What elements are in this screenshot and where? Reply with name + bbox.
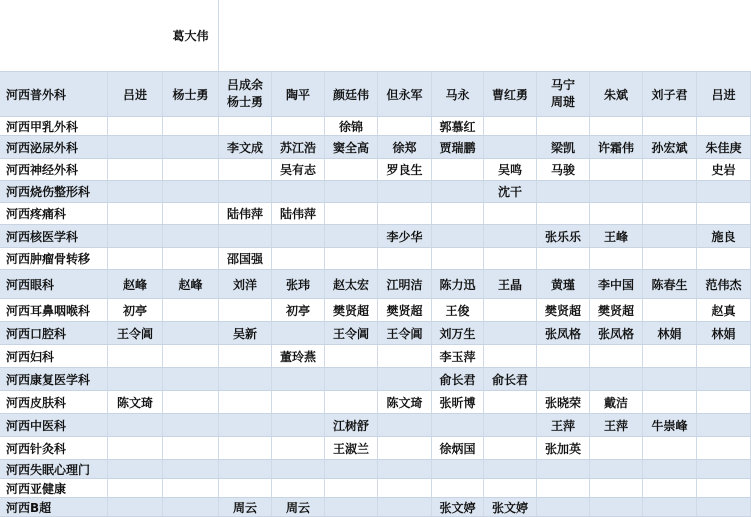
schedule-cell: 王晶 <box>484 270 537 298</box>
schedule-cell <box>484 203 537 224</box>
schedule-cell <box>325 159 378 180</box>
schedule-cell <box>537 345 590 367</box>
table-row <box>0 345 751 368</box>
schedule-cell: 葛大伟 <box>163 0 219 71</box>
schedule-cell: 刘万生 <box>432 322 484 344</box>
schedule-cell <box>219 72 272 116</box>
schedule-cell: 周云 <box>272 498 325 516</box>
schedule-cell <box>108 159 163 180</box>
department-name: 河西烧伤整形科 <box>0 181 108 202</box>
schedule-cell <box>108 414 163 436</box>
schedule-cell <box>697 414 751 436</box>
schedule-cell <box>219 181 272 202</box>
schedule-cell <box>484 136 537 158</box>
schedule-cell: 颜廷伟 <box>325 72 378 116</box>
schedule-cell <box>537 72 590 116</box>
schedule-cell: 窦全高 <box>325 136 378 158</box>
schedule-cell: 刘洋 <box>219 270 272 298</box>
schedule-cell <box>219 391 272 413</box>
schedule-cell <box>163 136 219 158</box>
schedule-cell: 林娟 <box>697 322 751 344</box>
schedule-cell <box>590 181 643 202</box>
schedule-cell: 陈文琦 <box>108 391 163 413</box>
schedule-cell <box>643 437 697 459</box>
schedule-cell <box>643 203 697 224</box>
schedule-cell: 吴鸣 <box>484 159 537 180</box>
table-row <box>0 117 751 136</box>
schedule-cell: 王萍 <box>537 414 590 436</box>
schedule-cell: 王令阊 <box>378 322 432 344</box>
schedule-cell: 吴新 <box>219 322 272 344</box>
schedule-cell <box>272 322 325 344</box>
table-row <box>0 225 751 248</box>
schedule-cell: 张文婷 <box>484 498 537 516</box>
schedule-cell <box>108 181 163 202</box>
schedule-cell: 吕进 <box>697 72 751 116</box>
schedule-cell: 王淑兰 <box>325 437 378 459</box>
schedule-cell: 李少华 <box>378 225 432 247</box>
schedule-cell <box>272 391 325 413</box>
schedule-cell <box>432 460 484 478</box>
schedule-cell: 张玮 <box>272 270 325 298</box>
schedule-cell: 张昕博 <box>432 391 484 413</box>
schedule-cell: 黄瑾 <box>537 270 590 298</box>
schedule-cell <box>484 322 537 344</box>
schedule-cell <box>643 391 697 413</box>
schedule-cell: 陈春生 <box>643 270 697 298</box>
schedule-cell: 但永军 <box>378 72 432 116</box>
department-name: 河西针灸科 <box>0 437 108 459</box>
table-row <box>0 391 751 414</box>
schedule-cell: 马永 <box>432 72 484 116</box>
department-name: 河西妇科 <box>0 345 108 367</box>
schedule-cell <box>484 479 537 497</box>
schedule-cell: 初亭 <box>108 299 163 321</box>
schedule-cell <box>697 248 751 269</box>
schedule-cell <box>697 479 751 497</box>
schedule-cell: 李中国 <box>590 270 643 298</box>
schedule-cell <box>272 479 325 497</box>
schedule-cell <box>378 117 432 135</box>
department-name: 河西肿瘤骨转移 <box>0 248 108 269</box>
schedule-cell: 张凤格 <box>537 322 590 344</box>
schedule-cell <box>325 460 378 478</box>
schedule-cell <box>108 368 163 390</box>
schedule-cell <box>163 345 219 367</box>
schedule-cell <box>432 479 484 497</box>
schedule-cell: 陈文琦 <box>378 391 432 413</box>
schedule-cell <box>432 159 484 180</box>
schedule-cell: 施良 <box>697 225 751 247</box>
table-row <box>0 181 751 203</box>
schedule-cell: 张文婷 <box>432 498 484 516</box>
schedule-cell <box>484 414 537 436</box>
schedule-cell <box>163 414 219 436</box>
schedule-cell: 俞长君 <box>432 368 484 390</box>
schedule-cell <box>432 225 484 247</box>
schedule-cell <box>590 248 643 269</box>
schedule-cell: 赵峰 <box>108 270 163 298</box>
schedule-cell <box>163 225 219 247</box>
schedule-cell <box>108 460 163 478</box>
schedule-cell <box>537 368 590 390</box>
department-name: 河西甲乳外科 <box>0 117 108 135</box>
schedule-cell <box>643 460 697 478</box>
schedule-cell <box>219 159 272 180</box>
table-row <box>0 136 751 159</box>
schedule-cell <box>378 498 432 516</box>
schedule-cell <box>163 181 219 202</box>
table-row <box>0 299 751 322</box>
schedule-cell: 陈力迅 <box>432 270 484 298</box>
schedule-cell <box>432 203 484 224</box>
schedule-cell <box>590 203 643 224</box>
department-name: 河西疼痛科 <box>0 203 108 224</box>
schedule-cell: 徐郑 <box>378 136 432 158</box>
schedule-cell <box>590 117 643 135</box>
schedule-cell <box>590 368 643 390</box>
schedule-cell: 徐锦 <box>325 117 378 135</box>
schedule-cell <box>378 460 432 478</box>
schedule-cell: 赵太宏 <box>325 270 378 298</box>
department-name: 河西亚健康 <box>0 479 108 497</box>
schedule-cell: 罗良生 <box>378 159 432 180</box>
schedule-cell <box>590 437 643 459</box>
department-name: 河西口腔科 <box>0 322 108 344</box>
schedule-cell <box>272 248 325 269</box>
schedule-cell: 吴有志 <box>272 159 325 180</box>
department-name: 河西核医学科 <box>0 225 108 247</box>
schedule-cell <box>484 345 537 367</box>
department-name: 河西眼科 <box>0 270 108 298</box>
schedule-cell <box>590 479 643 497</box>
schedule-cell <box>272 414 325 436</box>
schedule-cell: 吕进 <box>108 72 163 116</box>
schedule-cell <box>108 117 163 135</box>
schedule-cell: 许霜伟 <box>590 136 643 158</box>
doctor-name: 周琎 <box>550 95 575 109</box>
schedule-cell <box>697 368 751 390</box>
table-row <box>0 72 751 117</box>
schedule-cell <box>697 498 751 516</box>
merged-cell <box>0 0 751 72</box>
schedule-cell <box>163 159 219 180</box>
schedule-cell: 孙宏斌 <box>643 136 697 158</box>
department-name: 河西失眠心理门 <box>0 460 108 478</box>
doctor-name: 吕成余 <box>226 78 263 92</box>
schedule-cell <box>272 117 325 135</box>
schedule-cell <box>537 498 590 516</box>
schedule-cell <box>325 368 378 390</box>
schedule-cell <box>272 181 325 202</box>
schedule-cell: 曹红勇 <box>484 72 537 116</box>
schedule-cell <box>537 479 590 497</box>
schedule-cell: 王萍 <box>590 414 643 436</box>
department-name: 河西中医科 <box>0 414 108 436</box>
schedule-cell: 沈干 <box>484 181 537 202</box>
schedule-cell <box>643 225 697 247</box>
schedule-cell <box>325 225 378 247</box>
schedule-cell: 张凤格 <box>590 322 643 344</box>
schedule-cell <box>643 117 697 135</box>
schedule-cell <box>590 159 643 180</box>
department-name: 河西泌尿外科 <box>0 136 108 158</box>
schedule-cell <box>108 498 163 516</box>
schedule-cell <box>108 225 163 247</box>
schedule-cell <box>697 203 751 224</box>
schedule-cell <box>325 479 378 497</box>
schedule-cell <box>163 479 219 497</box>
schedule-cell <box>325 391 378 413</box>
schedule-cell <box>272 460 325 478</box>
schedule-cell: 王令阊 <box>325 322 378 344</box>
schedule-cell <box>590 345 643 367</box>
schedule-cell <box>219 225 272 247</box>
schedule-cell <box>484 117 537 135</box>
schedule-cell: 赵真 <box>697 299 751 321</box>
schedule-cell <box>643 479 697 497</box>
schedule-cell <box>219 345 272 367</box>
schedule-cell: 徐炳国 <box>432 437 484 459</box>
schedule-cell <box>590 498 643 516</box>
schedule-cell <box>484 248 537 269</box>
schedule-cell: 张加英 <box>537 437 590 459</box>
table-row <box>0 322 751 345</box>
schedule-cell: 樊贤超 <box>537 299 590 321</box>
schedule-cell <box>219 368 272 390</box>
department-name: 河西B超 <box>0 498 108 516</box>
schedule-cell <box>697 181 751 202</box>
schedule-cell <box>163 368 219 390</box>
schedule-cell <box>484 299 537 321</box>
schedule-cell <box>697 437 751 459</box>
schedule-cell <box>163 248 219 269</box>
schedule-cell: 梁凯 <box>537 136 590 158</box>
schedule-cell <box>590 460 643 478</box>
schedule-cell: 樊贤超 <box>325 299 378 321</box>
schedule-cell <box>378 181 432 202</box>
table-row <box>0 460 751 479</box>
department-name: 河西康复医学科 <box>0 368 108 390</box>
schedule-cell <box>163 203 219 224</box>
schedule-cell <box>108 136 163 158</box>
department-name: 河西耳鼻咽喉科 <box>0 299 108 321</box>
schedule-cell <box>432 181 484 202</box>
table-row <box>0 159 751 181</box>
schedule-cell: 张晓荣 <box>537 391 590 413</box>
schedule-cell <box>378 203 432 224</box>
schedule-cell: 李玉萍 <box>432 345 484 367</box>
schedule-cell: 张乐乐 <box>537 225 590 247</box>
schedule-cell <box>643 248 697 269</box>
schedule-cell: 郭慕红 <box>432 117 484 135</box>
schedule-cell: 朱佳庚 <box>697 136 751 158</box>
schedule-cell <box>378 479 432 497</box>
table-row <box>0 479 751 498</box>
schedule-cell <box>432 248 484 269</box>
doctor-name: 杨士勇 <box>226 95 263 109</box>
schedule-cell <box>325 345 378 367</box>
schedule-cell <box>484 437 537 459</box>
schedule-cell <box>219 479 272 497</box>
schedule-cell <box>163 498 219 516</box>
schedule-cell: 周云 <box>219 498 272 516</box>
schedule-cell: 史岩 <box>697 159 751 180</box>
schedule-cell: 邵国强 <box>219 248 272 269</box>
schedule-cell: 戴洁 <box>590 391 643 413</box>
department-name: 河西神经外科 <box>0 159 108 180</box>
schedule-cell <box>432 414 484 436</box>
schedule-cell: 赵峰 <box>163 270 219 298</box>
schedule-cell <box>108 437 163 459</box>
schedule-cell <box>643 181 697 202</box>
schedule-cell: 苏江浩 <box>272 136 325 158</box>
schedule-cell <box>643 299 697 321</box>
table-row <box>0 498 751 517</box>
schedule-cell: 王俊 <box>432 299 484 321</box>
schedule-cell <box>325 498 378 516</box>
schedule-cell <box>537 460 590 478</box>
schedule-cell: 林娟 <box>643 322 697 344</box>
schedule-cell <box>537 203 590 224</box>
schedule-cell <box>697 345 751 367</box>
schedule-cell <box>163 299 219 321</box>
schedule-cell <box>697 117 751 135</box>
doctor-name: 马宁 <box>550 78 575 92</box>
schedule-cell: 朱斌 <box>590 72 643 116</box>
schedule-cell <box>108 203 163 224</box>
schedule-cell: 江树舒 <box>325 414 378 436</box>
schedule-cell <box>325 203 378 224</box>
schedule-cell <box>163 460 219 478</box>
schedule-cell <box>272 368 325 390</box>
schedule-cell: 江明洁 <box>378 270 432 298</box>
schedule-cell <box>643 345 697 367</box>
table-row <box>0 248 751 270</box>
schedule-cell <box>378 414 432 436</box>
schedule-cell: 樊贤超 <box>590 299 643 321</box>
schedule-cell: 贾瑞鹏 <box>432 136 484 158</box>
schedule-cell: 陆伟萍 <box>219 203 272 224</box>
schedule-cell: 李文成 <box>219 136 272 158</box>
schedule-cell <box>643 159 697 180</box>
schedule-cell <box>378 368 432 390</box>
schedule-cell <box>484 460 537 478</box>
schedule-cell: 陆伟萍 <box>272 203 325 224</box>
table-row <box>0 270 751 299</box>
schedule-cell <box>163 117 219 135</box>
schedule-cell: 初亭 <box>272 299 325 321</box>
schedule-cell <box>108 248 163 269</box>
schedule-cell <box>484 391 537 413</box>
schedule-cell <box>108 479 163 497</box>
schedule-cell <box>272 225 325 247</box>
schedule-cell <box>697 460 751 478</box>
schedule-cell: 范伟杰 <box>697 270 751 298</box>
schedule-cell <box>697 391 751 413</box>
schedule-cell <box>378 248 432 269</box>
table-row <box>0 437 751 460</box>
schedule-cell: 牛崇峰 <box>643 414 697 436</box>
schedule-cell <box>325 248 378 269</box>
schedule-cell <box>537 181 590 202</box>
schedule-cell <box>163 322 219 344</box>
schedule-cell <box>378 345 432 367</box>
schedule-cell <box>219 299 272 321</box>
schedule-cell: 刘子君 <box>643 72 697 116</box>
schedule-cell: 俞长君 <box>484 368 537 390</box>
schedule-cell <box>219 414 272 436</box>
schedule-cell <box>643 498 697 516</box>
department-name: 河西普外科 <box>0 72 108 116</box>
schedule-cell: 杨士勇 <box>163 72 219 116</box>
schedule-cell: 陶平 <box>272 72 325 116</box>
schedule-cell <box>378 437 432 459</box>
schedule-cell: 马骏 <box>537 159 590 180</box>
schedule-cell <box>272 437 325 459</box>
table-row <box>0 203 751 225</box>
schedule-cell <box>219 117 272 135</box>
department-name: 河西皮肤科 <box>0 391 108 413</box>
table-row <box>0 368 751 391</box>
schedule-cell: 王峰 <box>590 225 643 247</box>
schedule-cell <box>325 181 378 202</box>
table-row <box>0 414 751 437</box>
schedule-cell: 董玲燕 <box>272 345 325 367</box>
schedule-cell <box>484 225 537 247</box>
schedule-cell <box>108 345 163 367</box>
schedule-cell <box>219 460 272 478</box>
schedule-cell <box>219 437 272 459</box>
schedule-cell: 王令阊 <box>108 322 163 344</box>
schedule-cell <box>163 437 219 459</box>
schedule-cell <box>643 368 697 390</box>
schedule-cell <box>537 117 590 135</box>
schedule-cell <box>163 391 219 413</box>
schedule-cell: 樊贤超 <box>378 299 432 321</box>
schedule-cell <box>537 248 590 269</box>
